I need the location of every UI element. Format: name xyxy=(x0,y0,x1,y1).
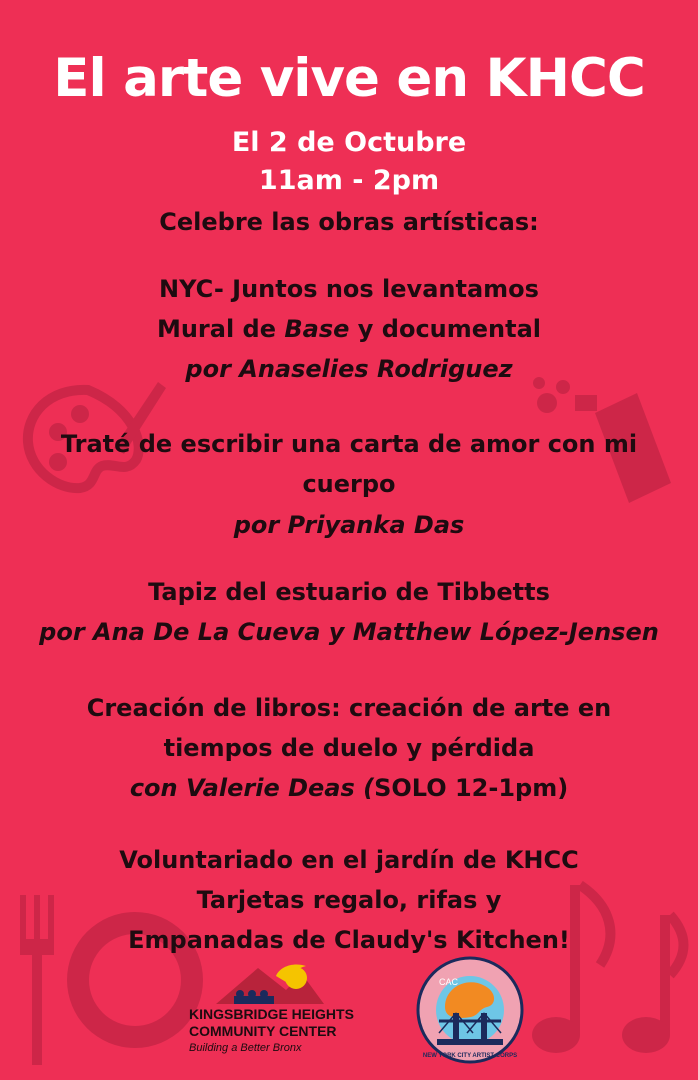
fork-icon xyxy=(14,895,64,1065)
work-4-credit xyxy=(0,774,698,802)
work-1-subtitle-prefix: Mural de xyxy=(156,315,285,343)
extra-empanadas: Empanadas de Claudy's Kitchen! xyxy=(128,926,570,954)
event-time: 11am - 2pm xyxy=(258,165,440,196)
work-1-credit: por Anaselies Rodriguez xyxy=(185,355,513,383)
khcc-name-line1: KINGSBRIDGE HEIGHTS xyxy=(189,1006,354,1022)
khcc-name-line2: COMMUNITY CENTER xyxy=(189,1023,337,1039)
cac-logo xyxy=(415,955,525,1065)
intro-text: Celebre las obras artísticas: xyxy=(159,208,539,236)
work-4-title-cont: tiempos de duelo y pérdida xyxy=(163,734,535,762)
khcc-logo xyxy=(186,960,396,1065)
work-2-title: Traté de escribir una carta de amor con mi xyxy=(60,430,638,458)
event-date: El 2 de Octubre xyxy=(231,127,467,158)
khcc-logo-mark xyxy=(206,960,326,1008)
work-3-title: Tapiz del estuario de Tibbetts xyxy=(148,578,550,606)
work-2-credit: por Priyanka Das xyxy=(233,511,465,539)
work-2-title-cont: cuerpo xyxy=(302,470,396,498)
extra-gift-cards: Tarjetas regalo, rifas y xyxy=(196,886,502,914)
work-1-subtitle-italic: Base xyxy=(284,315,350,343)
extra-volunteer: Voluntariado en el jardín de KHCC xyxy=(119,846,579,874)
cac-ring-text: NEW YORK CITY ARTIST CORPS xyxy=(422,1053,518,1059)
work-4-credit-italic: con Valerie Deas ( xyxy=(129,774,375,802)
work-1-title: NYC- Juntos nos levantamos xyxy=(159,275,539,303)
poster-title: El arte vive en KHCC xyxy=(53,48,645,109)
work-3-credit: por Ana De La Cueva y Matthew López-Jensen xyxy=(39,618,659,646)
khcc-tagline: Building a Better Bronx xyxy=(189,1042,302,1054)
work-4-credit-plain: SOLO 12-1pm) xyxy=(374,774,569,802)
cac-abbr: CAC xyxy=(439,977,459,987)
cac-logo-mark xyxy=(415,955,525,1065)
work-1-subtitle xyxy=(0,315,698,343)
work-4-title: Creación de libros: creación de arte en xyxy=(86,694,612,722)
work-1-subtitle-suffix: y documental xyxy=(349,315,542,343)
